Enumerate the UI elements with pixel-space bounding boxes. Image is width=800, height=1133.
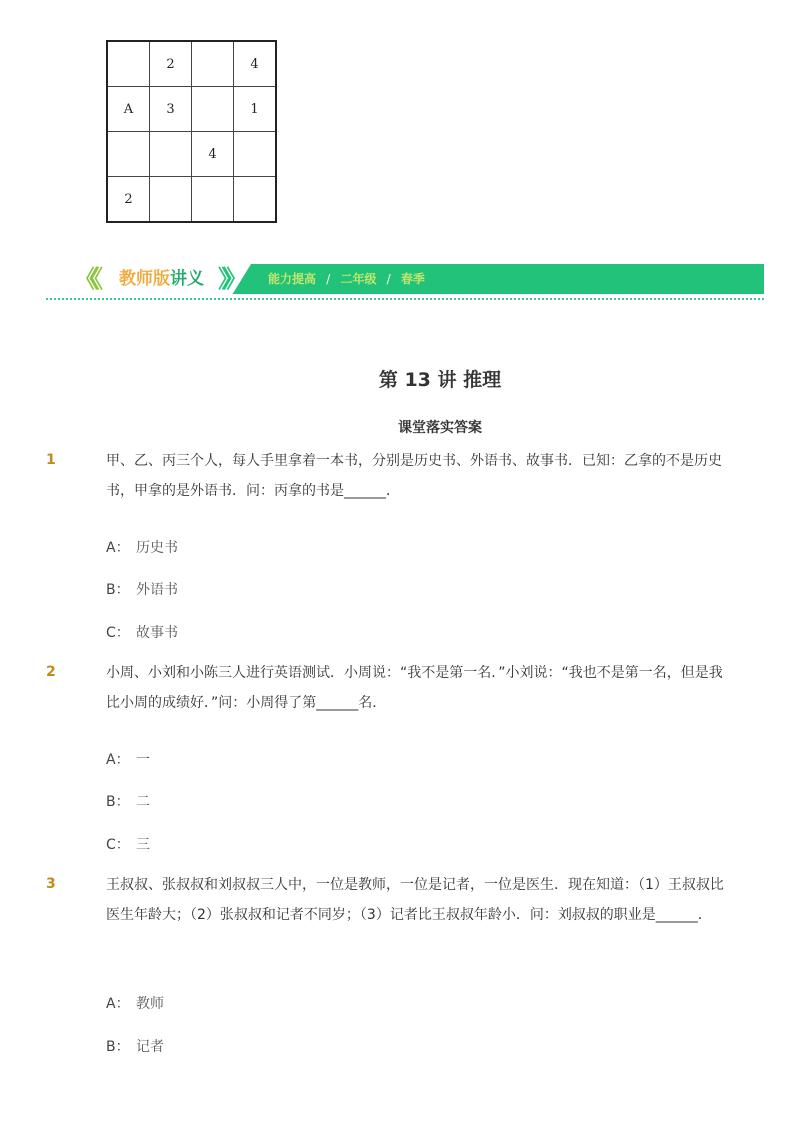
section-title: 课堂落实答案	[398, 420, 482, 436]
option-value: 记者	[136, 1039, 164, 1055]
breadcrumb-item: 春季	[400, 272, 425, 286]
answer-option[interactable]	[106, 834, 150, 854]
grid-cell	[234, 132, 277, 177]
option-label: A：	[106, 540, 130, 556]
option-label: B：	[106, 1039, 130, 1055]
double-chevron-left-icon: 《《	[74, 265, 96, 293]
grid-cell	[234, 177, 277, 223]
option-label: B：	[106, 794, 130, 810]
option-label: B：	[106, 582, 130, 598]
banner-title-part1: 教师版	[119, 269, 170, 289]
answer-option[interactable]	[106, 993, 164, 1013]
grid-cell	[107, 41, 150, 87]
option-value: 历史书	[136, 540, 178, 556]
option-value: 教师	[136, 996, 164, 1012]
breadcrumb-item: 能力提高	[268, 272, 317, 286]
grid-cell: 2	[107, 177, 150, 223]
grid-cell: 3	[150, 87, 192, 132]
breadcrumb-separator: /	[326, 272, 331, 286]
breadcrumb	[268, 272, 425, 286]
option-label: A：	[106, 996, 130, 1012]
grid-row	[107, 132, 276, 177]
grid-cell: A	[107, 87, 150, 132]
grid-cell	[107, 132, 150, 177]
double-chevron-right-icon: 》》	[218, 265, 240, 293]
question-text: 王叔叔、张叔叔和刘叔叔三人中，一位是教师，一位是记者，一位是医生．现在知道：（1）王叔叔比医生年龄大；（2）张叔叔和记者不同岁；（3）记者比王叔叔年龄小．问：刘叔叔的职业是______．	[106, 877, 724, 923]
option-value: 外语书	[136, 582, 178, 598]
grid-cell	[192, 41, 234, 87]
lesson-title: 第 13 讲 推理	[378, 369, 502, 391]
option-value: 二	[136, 794, 150, 810]
grid-cell: 4	[234, 41, 277, 87]
option-label: C：	[106, 625, 130, 641]
option-label: A：	[106, 752, 130, 768]
grid-cell	[150, 132, 192, 177]
grid-cell	[192, 177, 234, 223]
banner-title-part2: 讲义	[170, 269, 204, 289]
grid-cell: 1	[234, 87, 277, 132]
question-text: 小周、小刘和小陈三人进行英语测试．小周说：“我不是第一名．”小刘说：“我也不是第一名，但是我比小周的成绩好．”问：小周得了第______名．	[106, 665, 723, 711]
answer-option[interactable]	[106, 1036, 164, 1056]
answer-option[interactable]	[106, 749, 150, 769]
breadcrumb-item: 二年级	[340, 272, 377, 286]
grid-cell: 2	[150, 41, 192, 87]
option-value: 三	[136, 837, 150, 853]
logic-grid	[106, 40, 277, 223]
grid-row	[107, 41, 276, 87]
grid-cell	[192, 87, 234, 132]
option-label: C：	[106, 837, 130, 853]
question-text: 甲、乙、丙三个人，每人手里拿着一本书，分别是历史书、外语书、故事书．已知：乙拿的不是历史书，甲拿的是外语书．问：丙拿的书是______．	[106, 453, 722, 499]
dotted-divider	[46, 298, 764, 300]
header-banner	[46, 264, 764, 294]
banner-title	[119, 269, 204, 289]
grid-row	[107, 177, 276, 223]
question-number: 2	[46, 664, 56, 680]
grid-cell: 4	[192, 132, 234, 177]
question-number: 1	[46, 452, 56, 468]
option-value: 故事书	[136, 625, 178, 641]
answer-option[interactable]	[106, 791, 150, 811]
grid-row	[107, 87, 276, 132]
grid-cell	[150, 177, 192, 223]
option-value: 一	[136, 752, 150, 768]
answer-option[interactable]	[106, 622, 178, 642]
breadcrumb-separator: /	[386, 272, 391, 286]
question-number: 3	[46, 876, 56, 892]
answer-option[interactable]	[106, 537, 178, 557]
answer-option[interactable]	[106, 579, 178, 599]
